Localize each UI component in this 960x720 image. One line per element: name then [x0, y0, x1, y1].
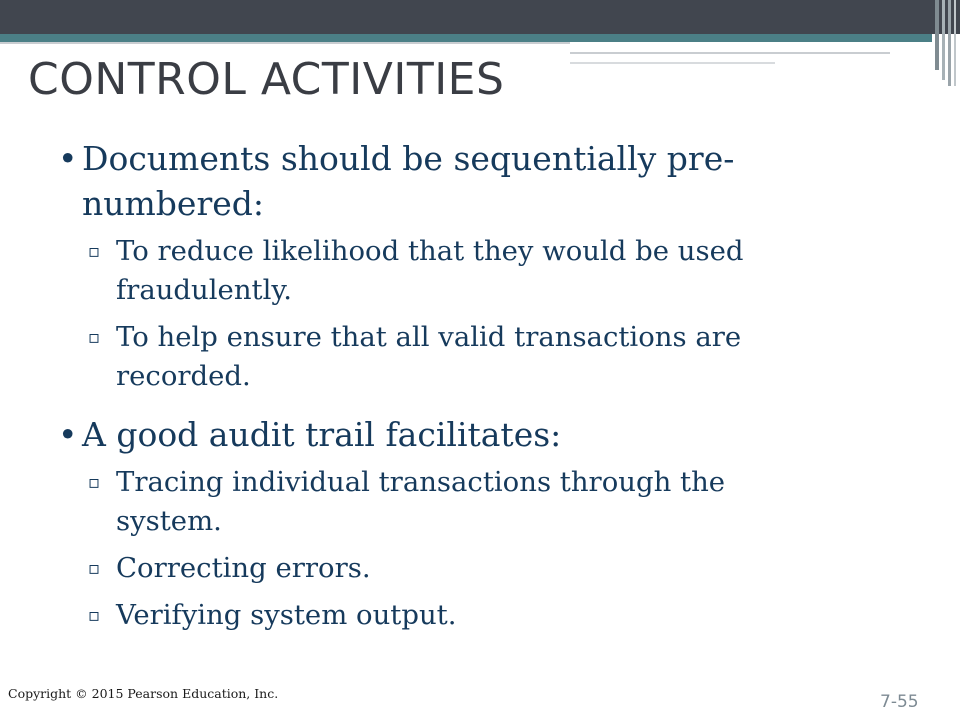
edge-stripe [948, 0, 951, 86]
header-divider-line [0, 42, 570, 44]
bullet-text-line: numbered: [82, 184, 264, 223]
edge-stripe [954, 0, 956, 86]
sub-bullet-item [58, 549, 918, 588]
bullet-glyph: • [58, 139, 78, 178]
slide-number: 7-55 [880, 692, 919, 712]
slide-title: CONTROL ACTIVITIES [28, 54, 505, 105]
header-divider-line [570, 62, 775, 64]
slide-body [58, 136, 918, 643]
sub-bullet-glyph: ▫ [88, 241, 101, 262]
sub-bullet-item [58, 596, 918, 635]
bullet-item [58, 412, 918, 457]
copyright-notice: Copyright © 2015 Pearson Education, Inc. [8, 686, 279, 701]
sub-bullet-item [58, 318, 918, 396]
bullet-glyph: • [58, 415, 78, 454]
sub-bullet-glyph: ▫ [88, 472, 101, 493]
sub-bullet-text-line: Correcting errors. [116, 552, 371, 584]
sub-bullet-glyph: ▫ [88, 605, 101, 626]
bullet-item [58, 136, 918, 226]
bullet-text-line: A good audit trail facilitates: [82, 415, 562, 454]
edge-stripe [942, 0, 945, 80]
sub-bullet-item [58, 463, 918, 541]
sub-bullet-text-line: To help ensure that all valid transactions are [116, 321, 742, 353]
sub-bullet-glyph: ▫ [88, 558, 101, 579]
sub-bullet-text-line: system. [116, 505, 222, 537]
sub-bullet-text-line: fraudulently. [116, 274, 292, 306]
edge-stripe [935, 0, 939, 70]
header-divider-line [570, 52, 890, 54]
sub-bullet-text-line: recorded. [116, 360, 251, 392]
sub-bullet-text-line: Verifying system output. [116, 599, 457, 631]
sub-bullet-text-line: To reduce likelihood that they would be used [116, 235, 744, 267]
sub-bullet-item [58, 232, 918, 310]
bullet-text-line: Documents should be sequentially pre- [82, 139, 735, 178]
spacer [58, 404, 918, 412]
sub-bullet-glyph: ▫ [88, 327, 101, 348]
header-dark-band [0, 0, 960, 34]
header-teal-band [0, 34, 932, 42]
sub-bullet-text-line: Tracing individual transactions through the [116, 466, 726, 498]
